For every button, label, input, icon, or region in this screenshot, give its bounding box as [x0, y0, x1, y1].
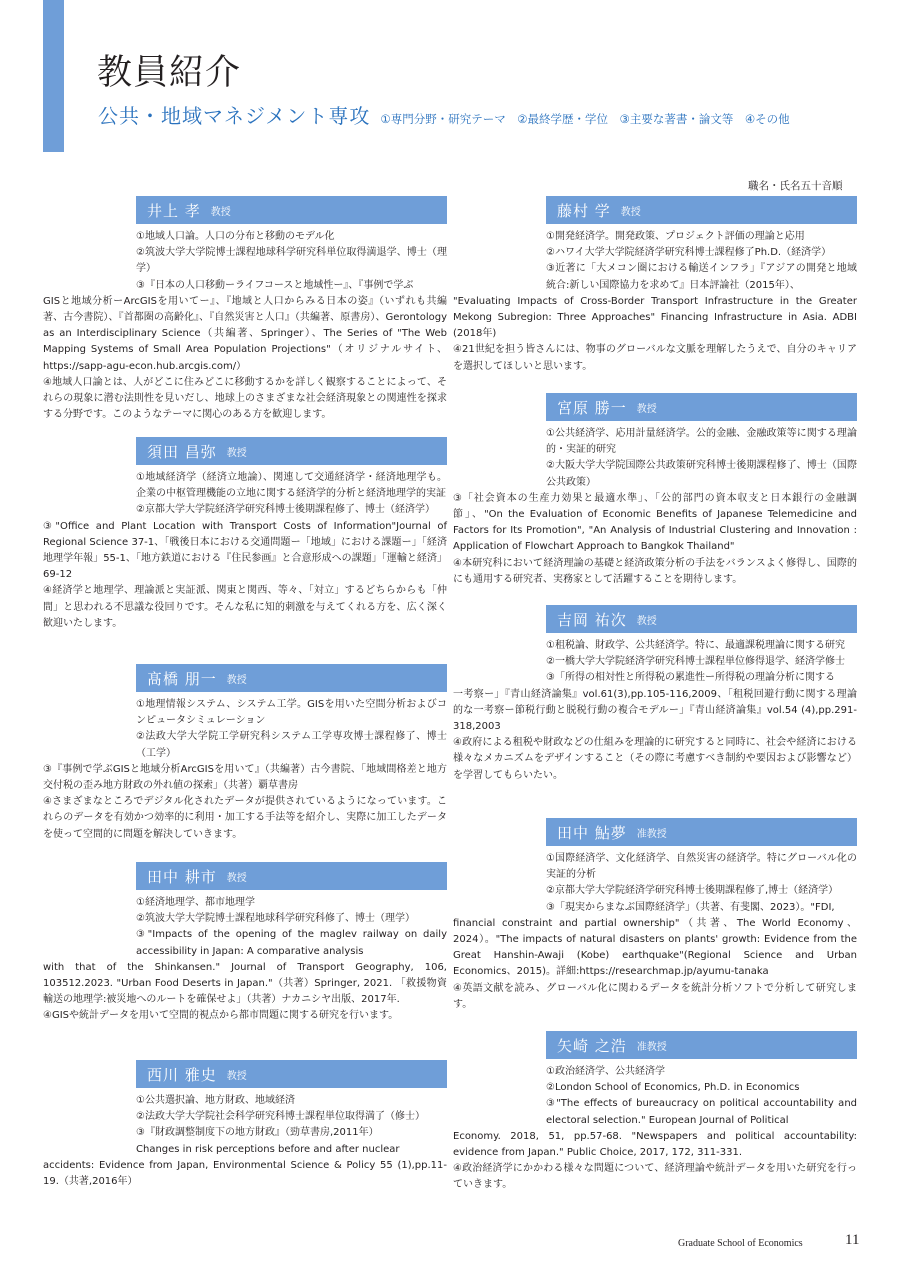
profile-body: [43, 1093, 447, 1190]
faculty-rank: 教授: [226, 674, 247, 686]
faculty-name: 西川 雅史: [147, 1065, 217, 1084]
publications-lead: ③近著に「大メコン圏における輸送インフラ」『アジアの開発と地域統合:新しい国際協力を求めて』日本評論社（2015年）、: [546, 263, 857, 291]
research-field: ①地域人口論。人口の分布と移動のモデル化: [136, 231, 335, 242]
faculty-rank: 教授: [620, 206, 641, 218]
faculty-rank: 准教授: [636, 1041, 667, 1053]
message: ④政府による租税や財政などの仕組みを理論的に研究すると同時に、社会や経済における様々なメカニズムをデザインすること（その際に考慮すべき制約や要因および影響など）を学習してもらいたい。: [453, 737, 857, 781]
publications-lead-2: Changes in risk perceptions before and after nuclear: [136, 1143, 400, 1155]
message: ④地域人口論とは、人がどこに住みどこに移動するかを詳しく観察することによって、それらの現象に潜む法則性を見いだし、地球上のさまざまな社会経済現象との関連性を探求する分野です。このようなテーマに関心のある方を歓迎します。: [43, 376, 447, 421]
publications: Economy. 2018, 51, pp.57-68. "Newspapers and political accountability: evidence from Japan." Public Choice, 2017, 172, 311-331.: [453, 1130, 857, 1159]
research-field: ①租税論、財政学、公共経済学。特に、最適課税理論に関する研究: [546, 640, 845, 651]
name-bar: [136, 437, 447, 465]
name-bar: [136, 196, 447, 224]
publications-lead: ③『財政調整制度下の地方財政』（勁草書房,2011年）: [136, 1127, 379, 1139]
message: ④本研究科において経済理論の基礎と経済政策分析の手法をバランスよく修得し、国際的にも通用する研究者、実務家として活躍することを期待します。: [453, 557, 857, 585]
publications: 一考察ー」『青山経済論集』vol.61(3),pp.105-116,2009、「租税回避行動に関する理論的な一考察ー節税行動と脱税行動の複合モデルー」『青山経済論集』vol.54 (4),pp.291-318,2003: [453, 688, 857, 733]
education: ②京都大学大学院経済学研究科博士後期課程修了,博士（経済学）: [546, 885, 839, 897]
profile-body: [43, 229, 447, 423]
profile-tanaka-ayumu: [453, 818, 857, 1013]
profile-body: [43, 697, 447, 843]
profile-nishikawa: [43, 1060, 447, 1190]
profile-body: [453, 1064, 857, 1194]
education: ②京都大学大学院経済学研究科博士後期課程修了、博士（経済学）: [136, 504, 435, 516]
name-bar: [546, 818, 857, 846]
publications: with that of the Shinkansen." Journal of Transport Geography, 106, 103512.2023. "Urban Food Deserts in Japan."（共著）Springer, 2021. 「救援物資輸送の地理学:被災地へのルートを確保せよ」（共著）ナカニシヤ出版、2017年.: [43, 961, 447, 1006]
profile-takahashi: [43, 664, 447, 843]
faculty-name: 矢崎 之浩: [557, 1036, 627, 1055]
message: ④英語文献を読み、グローバル化に関わるデータを統計分析ソフトで分析して研究します。: [453, 982, 857, 1010]
faculty-rank: 教授: [226, 872, 247, 884]
profile-yazaki: [453, 1031, 857, 1194]
name-bar: [136, 1060, 447, 1088]
name-bar: [136, 862, 447, 890]
page-number: 11: [845, 1232, 860, 1248]
message: ④GISや統計データを用いて空間的視点から都市問題に関する研究を行います。: [43, 1010, 399, 1022]
education: ②法政大学大学院工学研究科システム工学専攻博士課程修了、博士（工学）: [136, 731, 447, 759]
research-field: ①国際経済学、文化経済学、自然災害の経済学。特にグローバル化の実証的分析: [546, 853, 857, 881]
publications: financial constraint and partial ownership"（共著、The World Economy、2024）。"The impacts of natural disasters on plants' growth: Evidence from the Great Hanshin-Awaji (Kobe) earthquake"(Regional Science and Urban Economics、2015)。詳細:https://researchmap.jp/ayumu-tanaka: [453, 917, 857, 978]
department-heading: [98, 100, 790, 129]
faculty-name: 須田 昌弥: [147, 442, 217, 461]
education: ②London School of Economics, Ph.D. in Economics: [546, 1082, 800, 1094]
message: ④21世紀を担う皆さんには、物事のグローバルな文脈を理解したうえで、自分のキャリアを選択してほしいと思います。: [453, 344, 857, 372]
research-field: ①経済地理学、都市地理学: [136, 897, 255, 908]
faculty-name: 藤村 学: [557, 201, 611, 220]
research-field: ①地理情報システム、システム工学。GISを用いた空間分析およびコンピュータシミュレーション: [136, 699, 447, 727]
profile-inoue: [43, 196, 447, 423]
faculty-rank: 教授: [636, 615, 657, 627]
education: ②ハワイ大学大学院経済学研究科博士課程修了Ph.D.（経済学）: [546, 247, 832, 259]
research-field: ①公共経済学、応用計量経済学。公的金融、金融政策等に関する理論的・実証的研究: [546, 428, 857, 456]
department-name: 公共・地域マネジメント専攻: [98, 104, 371, 128]
faculty-rank: 教授: [226, 447, 247, 459]
message: ④経済学と地理学、理論派と実証派、関東と関西、等々、「対立」するどちらからも「仲間」と思われる不思議な役回りです。そんな私に知的刺激を与えてくれる方を、広く深く歓迎いたします。: [43, 585, 447, 629]
profile-miyahara: [453, 393, 857, 588]
profile-body: [453, 229, 857, 375]
item-legend: ①専門分野・研究テーマ ②最終学歴・学位 ③主要な著書・論文等 ④その他: [380, 112, 790, 126]
publications: GISと地域分析ーArcGISを用いてー』、『地域と人口からみる日本の姿』（いずれも共編著、古今書院）、『首都圏の高齢化』、『自然災害と人口』（共編著、原書房）、Gerontology as an Interdisciplinary Science（共編著、Springer）、The Series of "The Web Mapping Systems of Small Area Population Projections"（オリジナルサイト、https://sapp-agu-econ.hub.arcgis.com/）: [43, 295, 447, 372]
name-bar: [546, 393, 857, 421]
faculty-name: 髙橋 朋一: [147, 669, 217, 688]
faculty-rank: 教授: [226, 1070, 247, 1082]
profile-body: [453, 638, 857, 784]
publications: "Evaluating Impacts of Cross-Border Transport Infrastructure in the Greater Mekong Subregion: Three Approaches" Financing Infrastructure in Asia. ADBI (2018年): [453, 295, 857, 340]
faculty-name: 井上 孝: [147, 201, 201, 220]
research-field: ①開発経済学。開発政策、プロジェクト評価の理論と応用: [546, 231, 805, 242]
research-field: ①地域経済学（経済立地論）、関連して交通経済学・経済地理学も。企業の中枢管理機能の立地に関する経済学的分析と経済地理学的実証: [136, 472, 447, 500]
profile-fujimura: [453, 196, 857, 375]
profile-suda: [43, 437, 447, 632]
research-field: ①政治経済学、公共経済学: [546, 1066, 665, 1077]
name-bar: [546, 605, 857, 633]
research-field: ①公共選択論、地方財政、地域経済: [136, 1095, 295, 1106]
message: ④政治経済学にかかわる様々な問題について、経済理論や統計データを用いた研究を行っていきます。: [453, 1163, 857, 1191]
faculty-rank: 教授: [636, 403, 657, 415]
order-note: 職名・氏名五十音順: [748, 180, 843, 192]
publications: ③"Office and Plant Location with Transport Costs of Information"Journal of Regional Science 37-1、「戦後日本における交通問題ー「地域」における課題ー」「経済地理学年報」55-1、「地方鉄道における『住民参画』と合意形成への課題」「運輸と経済」69-12: [43, 520, 447, 581]
publications-lead: ③「現実からまなぶ国際経済学」（共著、有斐閣、2023）。"FDI,: [546, 901, 835, 913]
publications: ③『事例で学ぶGISと地域分析ArcGISを用いて』（共編著）古今書院、「地域間格差と地方交付税の歪み地方財政の外れ値の探索」（共著）覇草書房: [43, 763, 447, 792]
message: ④さまざまなところでデジタル化されたデータが提供されているようになっています。これらのデータを有効かつ効率的に利用・加工する手法等を紹介し、実際に加工したデータを使って空間的に問題を解決していきます。: [43, 796, 447, 840]
publications-lead: ③「所得の相対性と所得税の累進性ー所得税の理論分析に関する: [546, 672, 835, 684]
faculty-name: 田中 耕市: [147, 867, 217, 886]
education: ②一橋大学大学院経済学研究科博士課程単位修得退学、経済学修士: [546, 656, 845, 668]
education: ②筑波大学大学院博士課程地球科学研究科修了、博士（理学）: [136, 913, 415, 925]
education: ②法政大学大学院社会科学研究科博士課程単位取得満了（修士）: [136, 1111, 425, 1123]
publications-lead: ③"The effects of bureaucracy on political accountability and electoral selection." European Journal of Political: [546, 1098, 857, 1126]
faculty-name: 吉岡 祐次: [557, 610, 627, 629]
header-accent-bar: [43, 0, 64, 152]
profile-body: [43, 470, 447, 632]
publications-lead: ③『日本の人口移動ーライフコースと地域性ー』、『事例で学ぶ: [136, 279, 414, 291]
education: ②筑波大学大学院博士課程地球科学研究科単位取得満退学、博士（理学）: [136, 247, 447, 275]
profile-body: [453, 851, 857, 1013]
profile-body: [453, 426, 857, 588]
profile-yoshioka: [453, 605, 857, 784]
publications-lead: ③"Impacts of the opening of the maglev railway on daily accessibility in Japan: A comparative analysis: [136, 929, 447, 957]
faculty-rank: 教授: [210, 206, 231, 218]
faculty-rank: 准教授: [636, 828, 667, 840]
faculty-name: 田中 鮎夢: [557, 823, 627, 842]
profile-body: [43, 895, 447, 1025]
faculty-name: 宮原 勝一: [557, 398, 627, 417]
publications: accidents: Evidence from Japan, Environmental Science & Policy 55 (1),pp.11-19.（共著,2016年）: [43, 1159, 447, 1188]
page-title: 教員紹介: [97, 53, 242, 93]
name-bar: [546, 1031, 857, 1059]
footer-school-name: Graduate School of Economics: [678, 1238, 803, 1249]
education: ②大阪大学大学院国際公共政策研究科博士後期課程修了、博士（国際公共政策）: [546, 460, 857, 488]
publications: ③「社会資本の生産力効果と最適水準」、「公的部門の資本収支と日本銀行の金融調節」、"On the Evaluation of Economic Benefits of Japanese Telemedicine and Factors for Its Promotion", "An Analysis of Industrial Clustering and Innovation : Application of Flowchart Approach to Bangkok Thailand": [453, 492, 857, 553]
name-bar: [136, 664, 447, 692]
profile-tanaka-koichi: [43, 862, 447, 1025]
name-bar: [546, 196, 857, 224]
